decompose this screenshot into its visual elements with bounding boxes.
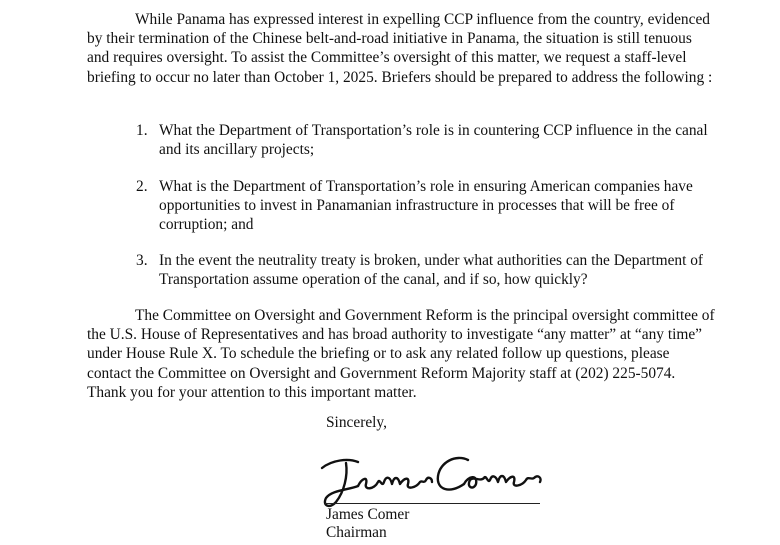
- body-paragraph-2: The Committee on Oversight and Government Reform is the principal oversight committee of the U.S. House of Representatives and has broad authority to investigate “any matter” at “any time” under House Rule X. To schedule the briefing or to ask any related follow up questions, please contact the Committee on Oversight and Government Reform Majority staff at (202) 225-5074. Thank you for your attention to this important matter.: [87, 307, 715, 401]
- list-item-number: 3.: [136, 252, 148, 269]
- list-item: [136, 121, 716, 159]
- list-item: [136, 177, 716, 235]
- list-item-text: In the event the neutrality treaty is broken, under what authorities can the Department of Transportation assume operation of the canal, and if so, how quickly?: [159, 252, 704, 289]
- letter-closing: Sincerely,: [326, 414, 387, 431]
- list-item-text: What the Department of Transportation’s role is in countering CCP influence in the canal and its ancillary projects;: [159, 122, 708, 159]
- body-paragraph-1: While Panama has expressed interest in expelling CCP influence from the country, evidenced by their termination of the Chinese belt-and-road initiative in Panama, the situation is still tenuous and requires oversight. To assist the Committee’s oversight of this matter, we request a staff-level briefing to occur no later than October 1, 2025. Briefers should be prepared to address the following :: [87, 11, 713, 86]
- signer-name: James Comer: [326, 506, 410, 523]
- list-item-number: 1.: [136, 122, 148, 139]
- list-item-number: 2.: [136, 178, 148, 195]
- signer-title: Chairman: [326, 524, 387, 541]
- list-item-text: What is the Department of Transportation’s role in ensuring American companies have opportunities to invest in Panamanian infrastructure in processes that will be free of corruption; and: [159, 178, 693, 234]
- list-item: [136, 251, 716, 289]
- signature-line: [325, 503, 540, 504]
